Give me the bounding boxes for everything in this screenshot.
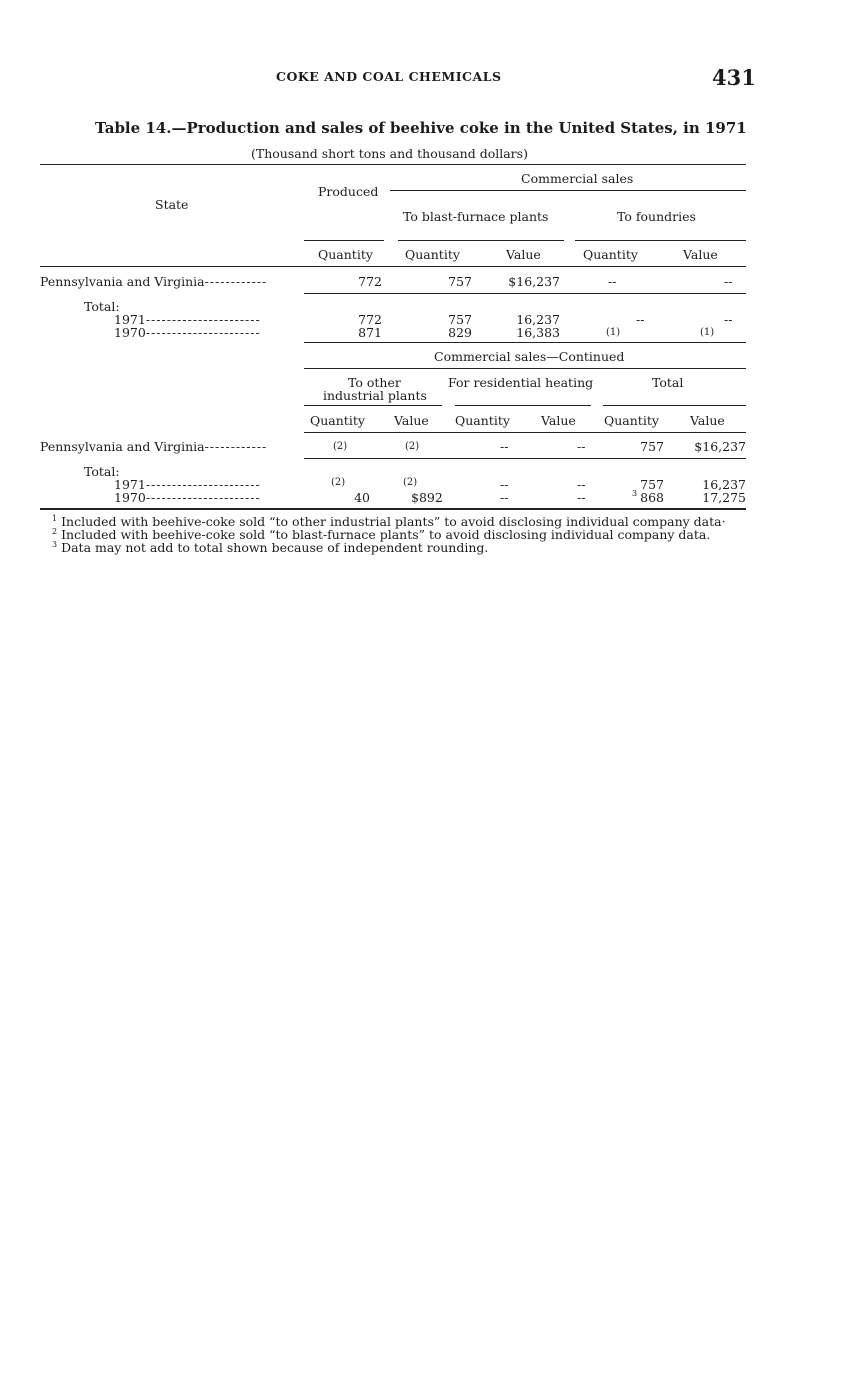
group-header-other-industrial: To other: [348, 375, 401, 390]
table-subtitle: (Thousand short tons and thousand dollars): [251, 146, 528, 161]
cell-blast-quantity: 757: [448, 274, 472, 289]
cell-total-quantity: 757: [640, 439, 664, 454]
subheader-blast-value: Value: [506, 247, 541, 262]
cell-blast-value: $16,237: [508, 274, 560, 289]
rule-sub-total: [603, 405, 746, 406]
cell-other-quantity: (2): [333, 441, 348, 452]
subheader-other-quantity: Quantity: [310, 413, 365, 428]
cell-total-value: 16,237: [702, 477, 746, 492]
cell-total-quantity: 757: [640, 477, 664, 492]
group-header-other-industrial: industrial plants: [323, 388, 427, 403]
cell-foundries-value: (1): [700, 327, 715, 338]
cell-other-value: $892: [411, 490, 443, 505]
subheader-foundries-quantity: Quantity: [583, 247, 638, 262]
cell-residential-value: --: [577, 439, 586, 454]
cell-other-value: (2): [405, 441, 420, 452]
footnote-marker: 3: [632, 489, 638, 498]
cell-total-quantity: 868: [640, 490, 664, 505]
cell-foundries-value: --: [724, 274, 733, 289]
table-row-label: Pennsylvania and Virginia------------: [40, 439, 268, 454]
cell-residential-value: --: [577, 477, 586, 492]
table-row-label: Pennsylvania and Virginia------------: [40, 274, 268, 289]
cell-produced: 871: [358, 325, 382, 340]
group-header-foundries: To foundries: [617, 209, 696, 224]
footnote-2: $^2$ Included with beehive-coke sold “to blast-furnace plants” to avoid disclosing individual company data.: [52, 527, 711, 543]
rule-continued: [304, 368, 746, 369]
rule-row-separator: [304, 458, 746, 459]
subheader-produced-quantity: Quantity: [318, 247, 373, 262]
continued-heading: Commercial sales—Continued: [434, 349, 625, 364]
cell-blast-quantity: 829: [448, 325, 472, 340]
col-header-commercial-sales: Commercial sales: [521, 171, 634, 186]
rule-sub-residential: [455, 405, 591, 406]
group-header-residential: For residential heating: [448, 375, 594, 390]
rule-sub-produced: [304, 240, 384, 241]
col-header-produced: Produced: [318, 184, 379, 199]
col-header-state: State: [155, 197, 189, 212]
rule-sub-foundries: [575, 240, 746, 241]
cell-foundries-quantity: (1): [606, 327, 621, 338]
rule-header-bottom: [304, 432, 746, 433]
subheader-total-value: Value: [690, 413, 725, 428]
total-label: Total:: [84, 464, 120, 479]
table-row-label: 1970----------------------: [114, 490, 261, 505]
cell-blast-quantity: 757: [448, 312, 472, 327]
cell-produced: 772: [358, 312, 382, 327]
table-row-label: 1971----------------------: [114, 312, 261, 327]
cell-produced: 772: [358, 274, 382, 289]
cell-foundries-quantity: --: [608, 274, 617, 289]
total-label: Total:: [84, 299, 120, 314]
rule-commercial: [390, 190, 746, 191]
cell-other-quantity: 40: [354, 490, 370, 505]
rule-sub-blast: [398, 240, 564, 241]
cell-residential-quantity: --: [500, 477, 509, 492]
table-title: Table 14.—Production and sales of beehive coke in the United States, in 1971: [95, 119, 747, 137]
cell-other-value: (2): [403, 477, 418, 488]
group-header-total: Total: [652, 375, 684, 390]
cell-foundries-value: --: [724, 312, 733, 327]
running-head: COKE AND COAL CHEMICALS: [276, 69, 502, 84]
subheader-residential-value: Value: [541, 413, 576, 428]
cell-blast-value: 16,383: [516, 325, 560, 340]
group-header-blast-furnace: To blast-furnace plants: [403, 209, 549, 224]
cell-total-value: $16,237: [694, 439, 746, 454]
page-number: 431: [712, 65, 756, 90]
rule-header-bottom: [40, 266, 746, 267]
subheader-blast-quantity: Quantity: [405, 247, 460, 262]
rule-sub-other: [304, 405, 442, 406]
rule-part-divider: [304, 342, 746, 343]
cell-residential-quantity: --: [500, 490, 509, 505]
rule-row-separator: [304, 293, 746, 294]
subheader-residential-quantity: Quantity: [455, 413, 510, 428]
table-row-label: 1971----------------------: [114, 477, 261, 492]
table-row-label: 1970----------------------: [114, 325, 261, 340]
rule-table-bottom: [40, 508, 746, 510]
cell-blast-value: 16,237: [516, 312, 560, 327]
subheader-total-quantity: Quantity: [604, 413, 659, 428]
rule-top: [40, 164, 746, 165]
footnote-1: $^1$ Included with beehive-coke sold “to other industrial plants” to avoid disclosing individual company data·: [52, 514, 726, 530]
cell-residential-value: --: [577, 490, 586, 505]
cell-total-value: 17,275: [702, 490, 746, 505]
cell-foundries-quantity: --: [636, 312, 645, 327]
footnote-3: $^3$ Data may not add to total shown because of independent rounding.: [52, 540, 489, 556]
cell-residential-quantity: --: [500, 439, 509, 454]
cell-other-quantity: (2): [331, 477, 346, 488]
subheader-foundries-value: Value: [683, 247, 718, 262]
subheader-other-value: Value: [394, 413, 429, 428]
